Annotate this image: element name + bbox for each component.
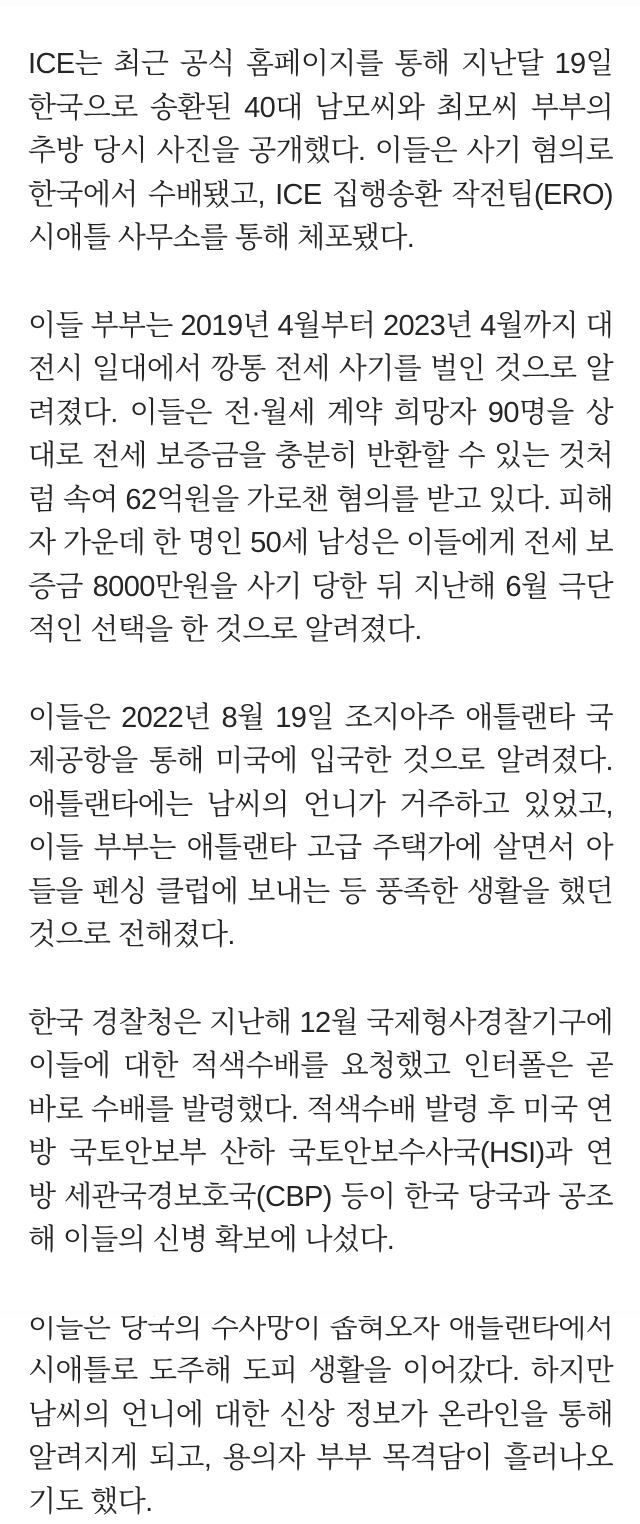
clipped-next-line xyxy=(0,1310,640,1316)
article-paragraph-3: 이들은 2022년 8월 19일 조지아주 애틀랜타 국제공항을 통해 미국에 입국한 것으로 알려졌다. 애틀랜타에는 남씨의 언니가 거주하고 있었고, 이들 부부는 애틀랜타 고급 주택가에 살면서 아들을 펜싱 클럽에 보내는 등 풍족한 생활을 했던 것으로 전해졌다. xyxy=(28,697,613,958)
article-paragraph-4: 한국 경찰청은 지난해 12월 국제형사경찰기구에 이들에 대한 적색수배를 요청했고 인터폴은 곧바로 수배를 발령했다. 적색수배 발령 후 미국 연방 국토안보부 산하 국토안보수사국(HSI)과 연방 세관국경보호국(CBP) 등이 한국 당국과 공조해 이들의 신병 확보에 나섰다. xyxy=(28,1002,613,1263)
article-paragraph-5: 이들은 당국의 수사망이 좁혀오자 애틀랜타에서 시애틀로 도주해 도피 생활을 이어갔다. 하지만 남씨의 언니에 대한 신상 정보가 온라인을 통해 알려지게 되고, 용의자 부부 목격담이 흘러나오기도 했다. xyxy=(28,1307,613,1524)
article-paragraph-2: 이들 부부는 2019년 4월부터 2023년 4월까지 대전시 일대에서 깡통 전세 사기를 벌인 것으로 알려졌다. 이들은 전·월세 계약 희망자 90명을 상대로 전세 보증금을 충분히 반환할 수 있는 것처럼 속여 62억원을 가로챈 혐의를 받고 있다. 피해자 가운데 한 명인 50세 남성은 이들에게 전세 보증금 8000만원을 사기 당한 뒤 지난해 6월 극단적인 선택을 한 것으로 알려졌다. xyxy=(28,305,613,653)
article-paragraph-1: ICE는 최근 공식 홈페이지를 통해 지난달 19일 한국으로 송환된 40대 남모씨와 최모씨 부부의 추방 당시 사진을 공개했다. 이들은 사기 혐의로 한국에서 수배됐고, ICE 집행송환 작전팀(ERO) 시애틀 사무소를 통해 체포됐다. xyxy=(28,43,613,261)
clipped-previous-line xyxy=(0,0,640,6)
